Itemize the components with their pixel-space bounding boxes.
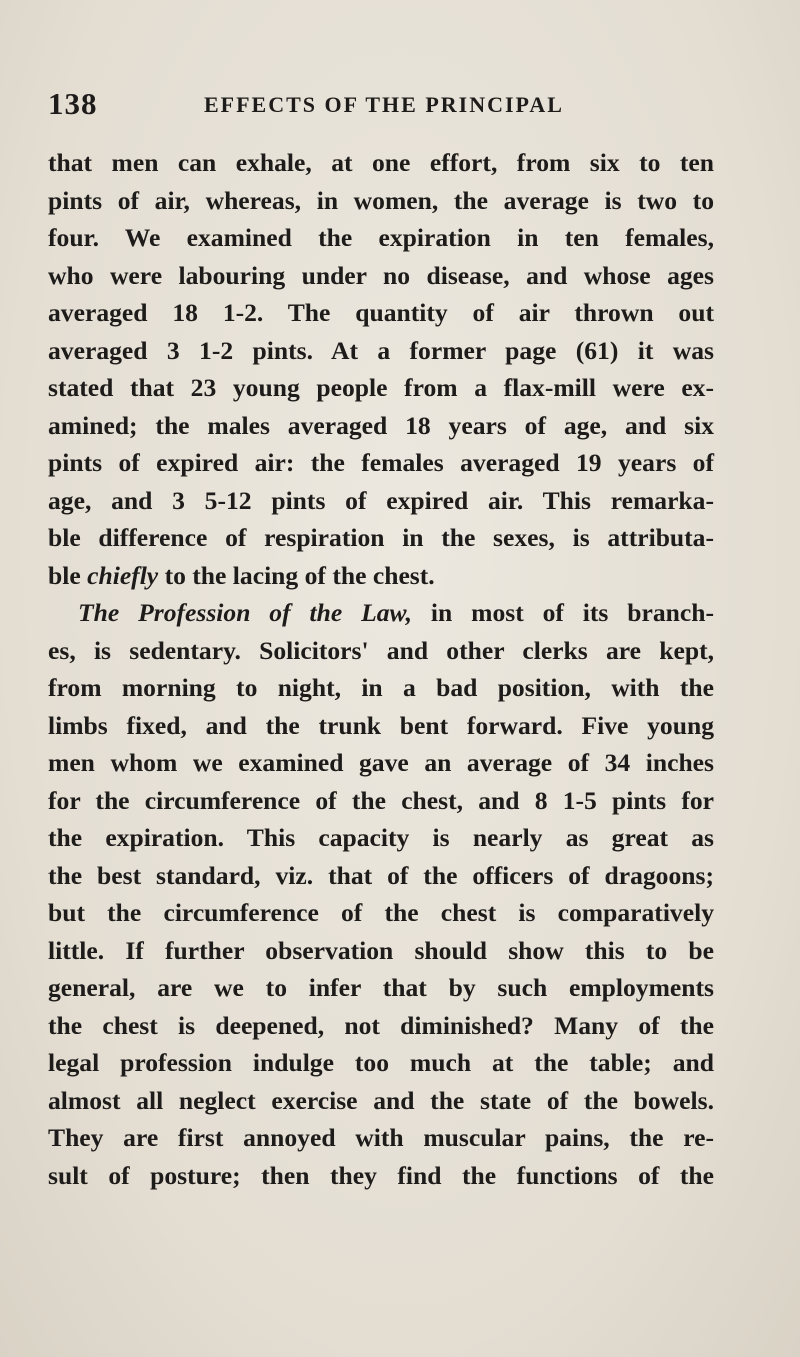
text-segment: pints of air, whereas, in women, the average is two to: [48, 185, 714, 215]
text-segment: ble: [48, 560, 88, 590]
text-segment: ble difference of respiration in the sexes, is attributa-: [48, 523, 714, 552]
text-segment: almost all neglect exercise and the state of the bowels.: [48, 1085, 714, 1115]
italic-text: The Profession of the Law,: [78, 598, 413, 627]
text-segment: from morning to night, in a bad position, with the: [48, 673, 714, 702]
text-line: [48, 669, 714, 707]
running-head: EFFECTS OF THE PRINCIPAL: [204, 92, 564, 117]
text-line: [48, 407, 714, 445]
text-line: [48, 182, 714, 220]
text-segment: four. We examined the expiration in ten females,: [48, 223, 714, 252]
text-segment: the best standard, viz. that of the officers of dragoons;: [48, 860, 714, 890]
page-number: 138: [48, 86, 98, 121]
italic-text: chiefly: [87, 560, 159, 590]
text-line: [48, 1044, 714, 1082]
text-segment: who were labouring under no disease, and whose ages: [48, 260, 714, 290]
text-segment: to the lacing of the chest.: [158, 560, 435, 590]
body-text: [48, 144, 714, 1194]
text-line: [48, 257, 714, 295]
text-segment: limbs fixed, and the trunk bent forward. Five young: [48, 710, 714, 740]
text-segment: legal profession indulge too much at the table; and: [48, 1048, 714, 1077]
text-segment: age, and 3 5-12 pints of expired air. This remarka-: [48, 485, 714, 515]
text-line: [48, 632, 714, 670]
text-line: [48, 444, 714, 482]
text-segment: the expiration. This capacity is nearly as great as: [48, 823, 714, 852]
text-line: [48, 969, 714, 1007]
text-line: [48, 557, 714, 595]
text-segment: averaged 3 1-2 pints. At a former page (61) it was: [48, 335, 714, 365]
text-segment: amined; the males averaged 18 years of age, and six: [48, 410, 714, 440]
text-segment: but the circumference of the chest is comparatively: [48, 898, 714, 927]
text-line: [48, 782, 714, 820]
text-line: [48, 1082, 714, 1120]
text-segment: little. If further observation should show this to be: [48, 935, 714, 965]
text-segment: in most of its branch-: [412, 598, 714, 627]
text-segment: that men can exhale, at one effort, from six to ten: [48, 148, 714, 177]
text-line: [48, 932, 714, 970]
text-line: [48, 332, 714, 370]
text-line: [48, 1119, 714, 1157]
page-header: [48, 86, 748, 130]
text-line: [48, 144, 714, 182]
text-segment: for the circumference of the chest, and 8 1-5 pints for: [48, 785, 714, 815]
text-line: [48, 594, 714, 632]
text-segment: the chest is deepened, not diminished? Many of the: [48, 1010, 714, 1040]
text-line: [48, 744, 714, 782]
text-line: [48, 1157, 714, 1195]
text-line: [48, 857, 714, 895]
text-segment: es, is sedentary. Solicitors' and other clerks are kept,: [48, 635, 714, 665]
text-line: [48, 894, 714, 932]
text-segment: stated that 23 young people from a flax-mill were ex-: [48, 373, 714, 402]
text-segment: men whom we examined gave an average of 34 inches: [48, 748, 714, 777]
text-segment: They are first annoyed with muscular pains, the re-: [48, 1123, 714, 1152]
text-segment: averaged 18 1-2. The quantity of air thrown out: [48, 298, 714, 327]
text-line: [48, 519, 714, 557]
text-line: [48, 369, 714, 407]
text-line: [48, 482, 714, 520]
text-line: [48, 819, 714, 857]
text-segment: general, are we to infer that by such employments: [48, 973, 714, 1002]
text-segment: sult of posture; then they find the functions of the: [48, 1160, 714, 1190]
text-line: [48, 707, 714, 745]
text-line: [48, 219, 714, 257]
text-segment: pints of expired air: the females averaged 19 years of: [48, 448, 714, 477]
text-line: [48, 1007, 714, 1045]
text-line: [48, 294, 714, 332]
